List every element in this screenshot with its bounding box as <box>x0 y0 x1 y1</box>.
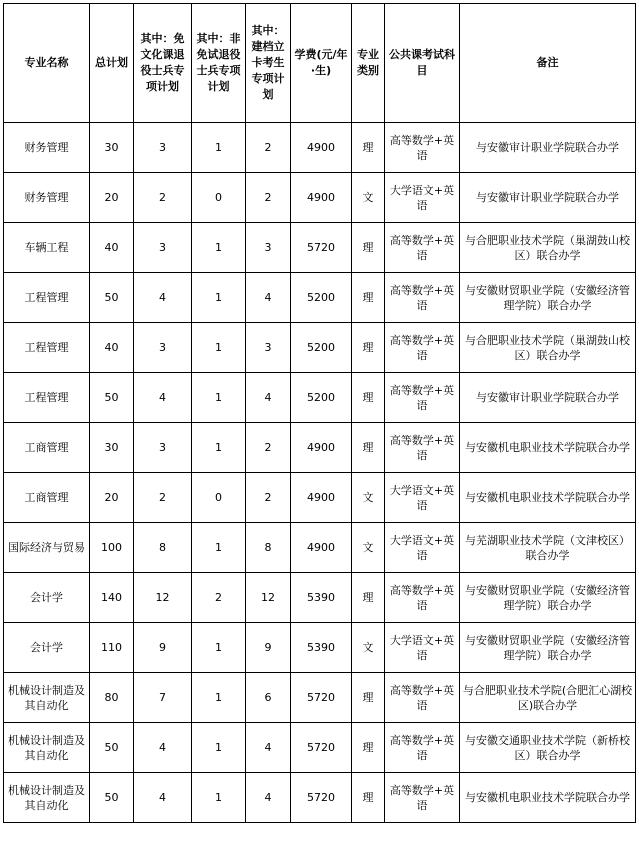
cell-poverty: 4 <box>246 373 291 423</box>
cell-exam-subjects: 大学语文+英语 <box>385 473 460 523</box>
cell-category: 理 <box>352 323 385 373</box>
cell-major: 财务管理 <box>4 173 90 223</box>
cell-exam-subjects: 大学语文+英语 <box>385 173 460 223</box>
cell-major: 会计学 <box>4 623 90 673</box>
cell-non-free: 0 <box>192 173 246 223</box>
cell-poverty: 8 <box>246 523 291 573</box>
cell-free-exam: 3 <box>134 223 192 273</box>
cell-tuition: 5200 <box>291 323 352 373</box>
cell-total: 50 <box>90 723 134 773</box>
cell-exam-subjects: 高等数学+英语 <box>385 273 460 323</box>
cell-poverty: 3 <box>246 323 291 373</box>
cell-free-exam: 9 <box>134 623 192 673</box>
cell-exam-subjects: 高等数学+英语 <box>385 573 460 623</box>
cell-total: 40 <box>90 323 134 373</box>
table-row <box>4 673 636 723</box>
cell-non-free: 1 <box>192 373 246 423</box>
cell-major: 车辆工程 <box>4 223 90 273</box>
cell-category: 文 <box>352 173 385 223</box>
table-row <box>4 373 636 423</box>
cell-exam-subjects: 高等数学+英语 <box>385 373 460 423</box>
cell-tuition: 5200 <box>291 273 352 323</box>
cell-tuition: 5390 <box>291 573 352 623</box>
cell-poverty: 2 <box>246 123 291 173</box>
cell-free-exam: 2 <box>134 173 192 223</box>
cell-exam-subjects: 大学语文+英语 <box>385 523 460 573</box>
cell-notes: 与安徽财贸职业学院（安徽经济管理学院）联合办学 <box>460 623 636 673</box>
cell-poverty: 4 <box>246 273 291 323</box>
table-row <box>4 473 636 523</box>
cell-notes: 与安徽机电职业技术学院联合办学 <box>460 473 636 523</box>
cell-total: 50 <box>90 373 134 423</box>
table-body <box>4 123 636 823</box>
cell-exam-subjects: 高等数学+英语 <box>385 123 460 173</box>
cell-notes: 与安徽机电职业技术学院联合办学 <box>460 423 636 473</box>
cell-category: 理 <box>352 273 385 323</box>
cell-notes: 与合肥职业技术学院(合肥汇心湖校区)联合办学 <box>460 673 636 723</box>
header-row <box>4 4 636 123</box>
cell-non-free: 1 <box>192 773 246 823</box>
cell-non-free: 1 <box>192 673 246 723</box>
header-poverty: 其中：建档立卡考生专项计划 <box>246 4 291 123</box>
cell-tuition: 4900 <box>291 173 352 223</box>
cell-poverty: 6 <box>246 673 291 723</box>
cell-tuition: 5720 <box>291 223 352 273</box>
cell-non-free: 0 <box>192 473 246 523</box>
cell-non-free: 1 <box>192 423 246 473</box>
cell-notes: 与合肥职业技术学院（巢湖鼓山校区）联合办学 <box>460 323 636 373</box>
table-row <box>4 773 636 823</box>
cell-tuition: 5720 <box>291 773 352 823</box>
cell-exam-subjects: 高等数学+英语 <box>385 323 460 373</box>
cell-non-free: 1 <box>192 223 246 273</box>
cell-notes: 与安徽财贸职业学院（安徽经济管理学院）联合办学 <box>460 273 636 323</box>
cell-category: 文 <box>352 473 385 523</box>
cell-major: 财务管理 <box>4 123 90 173</box>
cell-notes: 与安徽交通职业技术学院（新桥校区）联合办学 <box>460 723 636 773</box>
cell-poverty: 2 <box>246 473 291 523</box>
cell-major: 工程管理 <box>4 273 90 323</box>
cell-free-exam: 3 <box>134 123 192 173</box>
cell-category: 理 <box>352 673 385 723</box>
cell-total: 110 <box>90 623 134 673</box>
cell-notes: 与安徽审计职业学院联合办学 <box>460 123 636 173</box>
cell-total: 100 <box>90 523 134 573</box>
cell-tuition: 4900 <box>291 423 352 473</box>
cell-notes: 与安徽审计职业学院联合办学 <box>460 173 636 223</box>
cell-free-exam: 4 <box>134 373 192 423</box>
header-major: 专业名称 <box>4 4 90 123</box>
cell-major: 国际经济与贸易 <box>4 523 90 573</box>
cell-poverty: 9 <box>246 623 291 673</box>
cell-exam-subjects: 大学语文+英语 <box>385 623 460 673</box>
header-notes: 备注 <box>460 4 636 123</box>
cell-total: 30 <box>90 123 134 173</box>
cell-major: 会计学 <box>4 573 90 623</box>
cell-tuition: 4900 <box>291 523 352 573</box>
cell-total: 140 <box>90 573 134 623</box>
cell-total: 20 <box>90 473 134 523</box>
cell-notes: 与安徽财贸职业学院（安徽经济管理学院）联合办学 <box>460 573 636 623</box>
cell-exam-subjects: 高等数学+英语 <box>385 673 460 723</box>
cell-tuition: 4900 <box>291 473 352 523</box>
table-row <box>4 173 636 223</box>
cell-category: 文 <box>352 523 385 573</box>
cell-exam-subjects: 高等数学+英语 <box>385 223 460 273</box>
cell-non-free: 1 <box>192 623 246 673</box>
cell-total: 20 <box>90 173 134 223</box>
cell-free-exam: 4 <box>134 273 192 323</box>
cell-total: 40 <box>90 223 134 273</box>
cell-major: 机械设计制造及其自动化 <box>4 673 90 723</box>
cell-category: 理 <box>352 373 385 423</box>
cell-poverty: 12 <box>246 573 291 623</box>
cell-poverty: 2 <box>246 423 291 473</box>
cell-non-free: 1 <box>192 723 246 773</box>
cell-major: 机械设计制造及其自动化 <box>4 723 90 773</box>
table-row <box>4 223 636 273</box>
header-exam-subjects: 公共课考试科目 <box>385 4 460 123</box>
cell-poverty: 3 <box>246 223 291 273</box>
cell-tuition: 5720 <box>291 723 352 773</box>
header-non-free: 其中：非免试退役士兵专项计划 <box>192 4 246 123</box>
header-tuition: 学费(元/年·生) <box>291 4 352 123</box>
cell-non-free: 1 <box>192 273 246 323</box>
cell-notes: 与芜湖职业技术学院（文津校区）联合办学 <box>460 523 636 573</box>
cell-exam-subjects: 高等数学+英语 <box>385 723 460 773</box>
cell-non-free: 2 <box>192 573 246 623</box>
cell-poverty: 4 <box>246 773 291 823</box>
cell-tuition: 4900 <box>291 123 352 173</box>
cell-free-exam: 12 <box>134 573 192 623</box>
cell-major: 工程管理 <box>4 373 90 423</box>
cell-major: 工商管理 <box>4 423 90 473</box>
cell-tuition: 5390 <box>291 623 352 673</box>
table-row <box>4 723 636 773</box>
cell-poverty: 2 <box>246 173 291 223</box>
cell-free-exam: 4 <box>134 773 192 823</box>
cell-non-free: 1 <box>192 523 246 573</box>
cell-tuition: 5720 <box>291 673 352 723</box>
cell-category: 理 <box>352 773 385 823</box>
cell-category: 理 <box>352 423 385 473</box>
cell-notes: 与合肥职业技术学院（巢湖鼓山校区）联合办学 <box>460 223 636 273</box>
table-row <box>4 623 636 673</box>
cell-non-free: 1 <box>192 323 246 373</box>
header-free-exam: 其中：免文化课退役士兵专项计划 <box>134 4 192 123</box>
cell-notes: 与安徽审计职业学院联合办学 <box>460 373 636 423</box>
table-row <box>4 573 636 623</box>
enrollment-plan-table <box>3 3 636 823</box>
cell-total: 30 <box>90 423 134 473</box>
cell-category: 理 <box>352 723 385 773</box>
cell-free-exam: 3 <box>134 423 192 473</box>
cell-category: 理 <box>352 573 385 623</box>
table-row <box>4 273 636 323</box>
table-row <box>4 323 636 373</box>
cell-category: 理 <box>352 223 385 273</box>
cell-free-exam: 4 <box>134 723 192 773</box>
cell-exam-subjects: 高等数学+英语 <box>385 423 460 473</box>
cell-category: 文 <box>352 623 385 673</box>
cell-exam-subjects: 高等数学+英语 <box>385 773 460 823</box>
cell-free-exam: 3 <box>134 323 192 373</box>
cell-free-exam: 2 <box>134 473 192 523</box>
cell-free-exam: 8 <box>134 523 192 573</box>
cell-category: 理 <box>352 123 385 173</box>
cell-notes: 与安徽机电职业技术学院联合办学 <box>460 773 636 823</box>
cell-total: 50 <box>90 273 134 323</box>
table-row <box>4 423 636 473</box>
cell-major: 工程管理 <box>4 323 90 373</box>
cell-non-free: 1 <box>192 123 246 173</box>
cell-tuition: 5200 <box>291 373 352 423</box>
header-category: 专业类别 <box>352 4 385 123</box>
header-total: 总计划 <box>90 4 134 123</box>
cell-major: 机械设计制造及其自动化 <box>4 773 90 823</box>
table-row <box>4 123 636 173</box>
cell-major: 工商管理 <box>4 473 90 523</box>
table-row <box>4 523 636 573</box>
cell-total: 50 <box>90 773 134 823</box>
cell-poverty: 4 <box>246 723 291 773</box>
cell-free-exam: 7 <box>134 673 192 723</box>
cell-total: 80 <box>90 673 134 723</box>
